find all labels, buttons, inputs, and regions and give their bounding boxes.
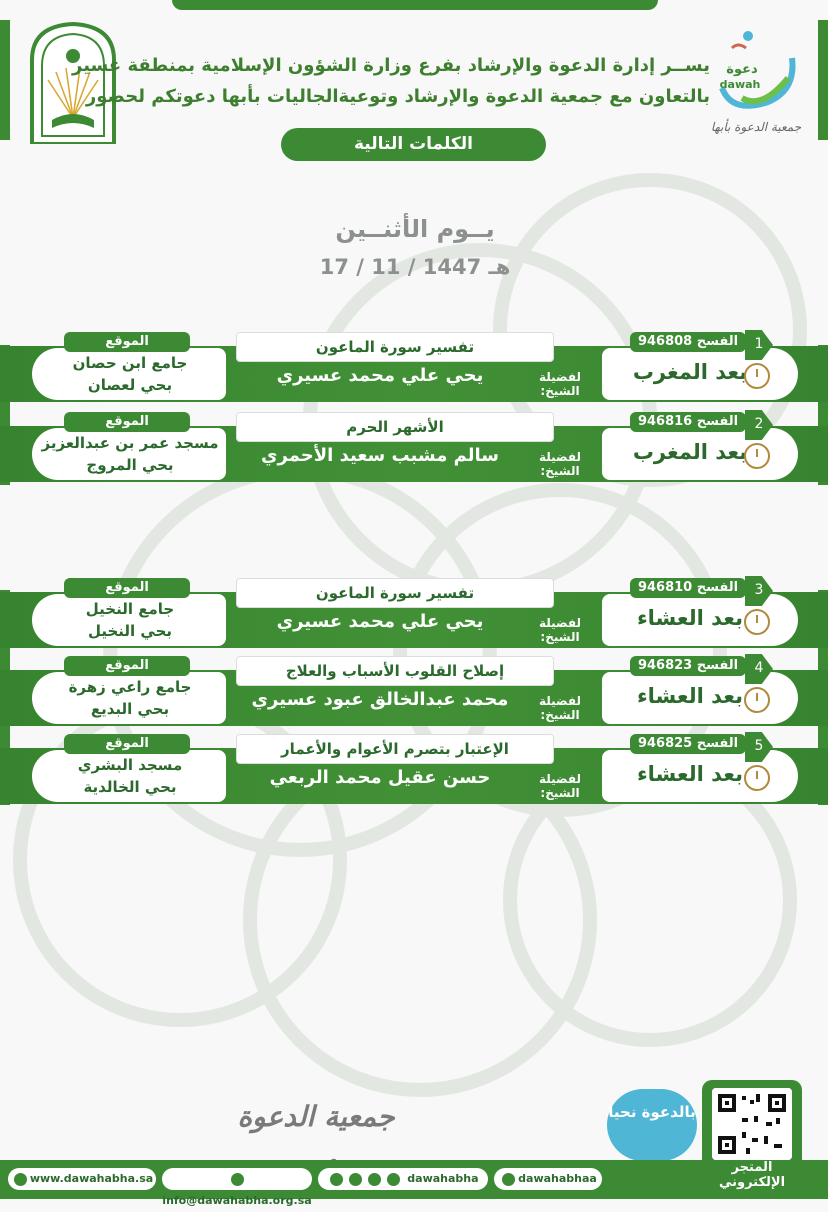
header-line-2: بالتعاون مع جمعية الدعوة والإرشاد وتوعيةالجاليات بأبها دعوتكم لحضور	[85, 86, 710, 107]
permit-code	[630, 734, 746, 754]
permit-code	[630, 332, 746, 352]
lecture-topic: الأشهر الحرم	[236, 412, 554, 442]
permit-code	[630, 656, 746, 676]
lecture-topic: تفسير سورة الماعون	[236, 332, 554, 362]
lecture-topic: تفسير سورة الماعون	[236, 578, 554, 608]
clock-icon	[744, 443, 770, 469]
x-icon	[502, 1173, 515, 1186]
lecture-time: بعد العشاء	[636, 606, 744, 630]
lecture-row	[0, 580, 828, 652]
lecture-row	[0, 334, 828, 406]
x-link[interactable]	[494, 1168, 602, 1190]
sheikh-name: يحي علي محمد عسيري	[276, 611, 484, 632]
lecture-number: 1	[754, 336, 764, 352]
location-label: الموقع	[64, 412, 190, 432]
x-handle-text: dawahabhaa	[518, 1172, 597, 1185]
sheikh-name: يحي علي محمد عسيري	[276, 365, 484, 386]
lecture-topic: الإعتبار بتصرم الأعوام والأعمار	[236, 734, 554, 764]
mosque-name: جامع راعي زهرة	[68, 678, 192, 696]
permit-number: 946823	[637, 658, 693, 673]
sheikh-name: محمد عبدالخالق عبود عسيري	[251, 689, 509, 710]
lecture-time: بعد المغرب	[632, 360, 748, 384]
district-name: بحي لعصان	[87, 376, 173, 394]
sheikh-label: لفضيلة الشيخ:	[538, 694, 582, 722]
dawah-slogan-badge: بالدعوة نحيا	[607, 1089, 697, 1161]
email-text: info@dawahabha.org.sa	[162, 1194, 312, 1207]
facebook-icon	[330, 1173, 343, 1186]
association-signature: جمعية الدعوة	[237, 1100, 395, 1133]
e-store-label[interactable]: المتجر الإلكتروني	[718, 1160, 786, 1190]
dawah-brand-en: dawah	[719, 78, 761, 91]
permit-label: الفسح	[696, 736, 739, 751]
district-name: بحي المروج	[86, 456, 174, 474]
location-label: الموقع	[64, 734, 190, 754]
snapchat-icon	[387, 1173, 400, 1186]
district-name: بحي النخيل	[87, 622, 173, 640]
location-label: الموقع	[64, 332, 190, 352]
header-line-1: يســر إدارة الدعوة والإرشاد بفرع وزارة الشؤون الإسلامية بمنطقة عسير	[72, 55, 710, 76]
permit-label: الفسح	[696, 658, 739, 673]
mosque-name: مسجد عمر بن عبدالعزيز	[41, 434, 219, 452]
permit-code	[630, 412, 746, 432]
right-accent-bar	[818, 20, 828, 140]
sheikh-name: حسن عقيل محمد الربعي	[269, 767, 491, 788]
mosque-name: مسجد البشري	[77, 756, 183, 774]
social-links[interactable]	[318, 1168, 488, 1190]
sheikh-name: سالم مشبب سعيد الأحمري	[261, 445, 499, 466]
ministry-logo	[26, 20, 120, 144]
dawah-brand-ar: دعوة	[726, 62, 758, 77]
tiktok-icon	[368, 1173, 381, 1186]
clock-icon	[744, 609, 770, 635]
section-title: الكلمات التالية	[281, 128, 546, 161]
location-label: الموقع	[64, 578, 190, 598]
lecture-time: بعد العشاء	[636, 762, 744, 786]
lecture-number: 2	[754, 416, 764, 432]
clock-icon	[744, 687, 770, 713]
sheikh-label: لفضيلة الشيخ:	[538, 370, 582, 398]
sheikh-label: لفضيلة الشيخ:	[538, 772, 582, 800]
lecture-number: 4	[754, 660, 764, 676]
clock-icon	[744, 363, 770, 389]
lecture-row	[0, 658, 828, 730]
event-date: 17 / 11 / 1447 هـ	[319, 255, 511, 279]
email-link[interactable]	[162, 1168, 312, 1207]
clock-icon	[744, 765, 770, 791]
lecture-row	[0, 414, 828, 486]
permit-label: الفسح	[696, 334, 739, 349]
district-name: بحي الخالدية	[83, 778, 177, 796]
social-handle-text: dawahabha	[407, 1172, 479, 1185]
sheikh-label: لفضيلة الشيخ:	[538, 450, 582, 478]
top-accent-bar	[172, 0, 658, 10]
email-icon	[231, 1173, 244, 1186]
qr-code-icon[interactable]	[712, 1088, 792, 1160]
instagram-icon	[349, 1173, 362, 1186]
left-accent-bar	[0, 20, 10, 140]
permit-label: الفسح	[696, 414, 739, 429]
permit-label: الفسح	[696, 580, 739, 595]
dawah-caption: جمعية الدعوة بأبها	[710, 120, 802, 134]
website-text: www.dawahabha.sa	[29, 1172, 154, 1185]
mosque-name: جامع النخيل	[85, 600, 175, 618]
lecture-topic: إصلاح القلوب الأسباب والعلاج	[236, 656, 554, 686]
location-label: الموقع	[64, 656, 190, 676]
district-name: بحي البديع	[90, 700, 170, 718]
permit-number: 946825	[637, 736, 693, 751]
permit-number: 946808	[637, 334, 693, 349]
lecture-time: بعد المغرب	[632, 440, 748, 464]
permit-number: 946810	[637, 580, 693, 595]
event-day: يــوم الأثنــين	[335, 215, 495, 243]
website-link[interactable]	[8, 1168, 156, 1190]
permit-code	[630, 578, 746, 598]
lecture-number: 5	[754, 738, 764, 754]
mosque-name: جامع ابن حصان	[72, 354, 188, 372]
lecture-row	[0, 736, 828, 808]
globe-icon	[14, 1173, 27, 1186]
sheikh-label: لفضيلة الشيخ:	[538, 616, 582, 644]
lecture-time: بعد العشاء	[636, 684, 744, 708]
lecture-number: 3	[754, 582, 764, 598]
permit-number: 946816	[637, 414, 693, 429]
